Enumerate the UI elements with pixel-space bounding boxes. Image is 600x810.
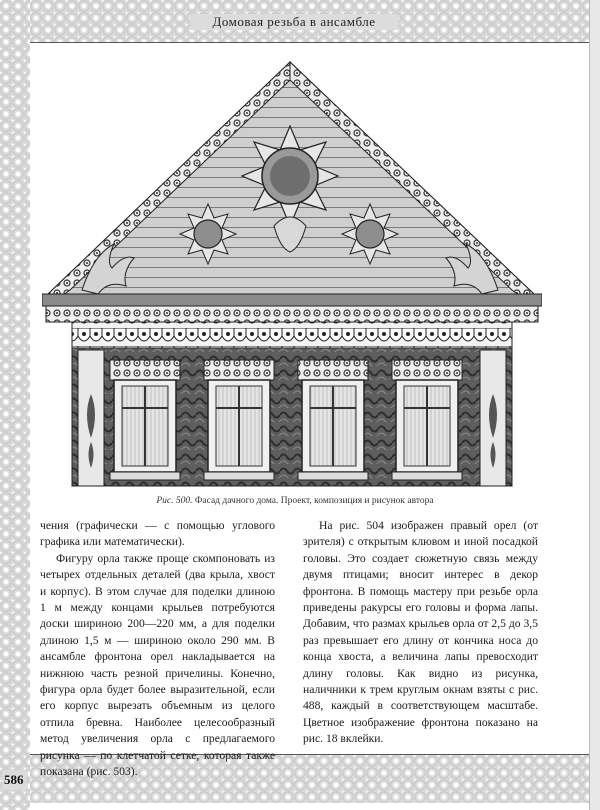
- carved-frieze: [72, 322, 512, 348]
- running-header: Домовая резьба в ансамбле: [190, 14, 398, 30]
- window-2: [204, 360, 274, 480]
- page-number: 586: [2, 770, 26, 790]
- figure-caption: [40, 496, 550, 506]
- paragraph: Фигуру орла также проще скомпоновать из четырех отдельных деталей (два крыла, хвост и корпус). В этом случае для поделки длиною 1 м между концами крыльев потребуются доски шириною 200—220 мм, а для поделки длиною 1,5 м — шириною около 290 мм. В ансамбле фронтона орел накладывается на нижнюю часть резной причелины. Конечно, фигура орла будет более выразительной, если его корпус вырезать объемным из целого отпила бревна. Наиболее целесообразный метод увеличения орла с предлагаемого рисунка — по клетчатой сетке, которая также показана (рис. 503).: [40, 551, 275, 779]
- paragraph: На рис. 504 изображен правый орел (от зрителя) с открытым клювом и иной посадкой головы. Это создает сюжетную связь между двумя птицами; вносит интерес в декор фронтона. В помощь мастеру при резьбе орла приведены ракурсы его головы и форма лапы. Добавим, что размах крыльев орла от 2,5 до 3,5 раз превышает его длину от кончика носа до конца хвоста, а величина лапы превосходит длину головы. Как видно из рисунка, наличники к трем круглым окнам взяты с рис. 488, каждый в соответствующем масштабе. Цветное изображение фронтона показано на рис. 18 вклейки.: [303, 519, 538, 746]
- left-text-column: [40, 518, 275, 781]
- window-1: [110, 360, 180, 480]
- left-ornament-band: [0, 0, 30, 810]
- cornice-band: [46, 306, 538, 322]
- caption-text: Фасад дачного дома. Проект, композиция и рисунок автора: [194, 496, 434, 506]
- window-4: [392, 360, 462, 480]
- house-facade-illustration: [42, 58, 542, 490]
- page-right-edge: [589, 0, 600, 810]
- window-3: [298, 360, 368, 480]
- right-text-column: [303, 518, 538, 748]
- paragraph: чения (графически — с помощью углового графика или математически).: [40, 519, 275, 549]
- cornice: [42, 294, 542, 306]
- caption-label: Рис. 500.: [156, 496, 193, 506]
